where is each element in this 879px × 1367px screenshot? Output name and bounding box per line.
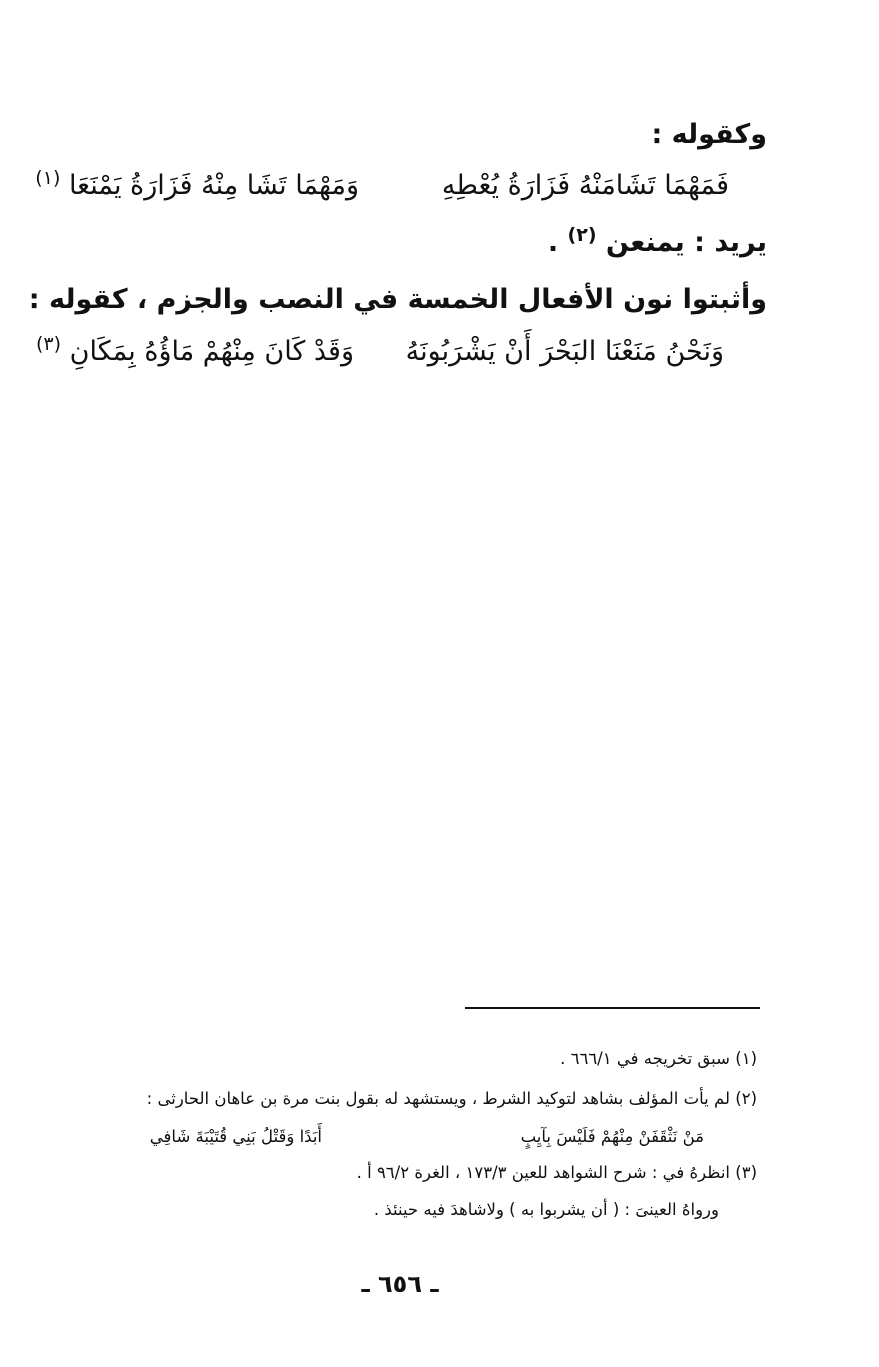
body-line-2 [548, 223, 767, 263]
footnote-3-text: انظرهُ في : شرح الشواهد للعين ١٧٣/٣ ، الغرة ٩٦/٢ أ . [356, 1163, 730, 1182]
page-number: ـ ٦٥٦ ـ [361, 1270, 439, 1298]
footnote-2-text: لم يأت المؤلف بشاهد لتوكيد الشرط ، ويستشهد له بقول بنت مرة بن عاهان الحارثى : [146, 1089, 730, 1108]
intro-line-1 [651, 115, 767, 155]
footnote-3-continuation: ورواهُ العينىَ : ( أن يشربوا به ) ولاشاهدَ فيه حينئذ . [373, 1200, 719, 1219]
footnote-1-text: سبق تخريجه في ٦٦٦/١ . [560, 1049, 730, 1068]
body-line-2-text: يريد : يمنعن [605, 227, 767, 258]
verse-1-first-half: فَمَهْمَا تَشَامَنْهُ فَزَارَةُ يُعْطِهِ [441, 170, 729, 201]
footnote-1-marker: (١) [735, 1049, 757, 1068]
footnote-separator [465, 1007, 760, 1009]
footnote-2-marker: (٢) [735, 1089, 757, 1108]
intro-text-3: وأثبتوا نون الأفعال الخمسة في النصب والجزم ، كقوله : [28, 284, 767, 315]
footnote-1 [560, 1046, 757, 1072]
footnote-3-marker: (٣) [735, 1163, 757, 1182]
verse-3-second-half: وَقَدْ كَانَ مِنْهُمْ مَاؤُهُ بِمَكَانِ $^{(٣)}$ [36, 333, 354, 367]
intro-line-3 [29, 280, 767, 320]
verse-1-second-half: وَمَهْمَا تَشَا مِنْهُ فَزَارَةُ يَمْنَعَا $^{(١)}$ [35, 167, 359, 201]
footnote-marker-2: (٢) [567, 224, 597, 246]
footnote-marker-3: (٣) [36, 333, 62, 355]
verse-3-first-half: وَنَحْنُ مَنَعْنَا البَحْرَ أَنْ يَشْرَبُونَهُ [405, 336, 724, 367]
footnote-2-verse-first-half: مَنْ نَثْقَفَنْ مِنْهُمْ فَلَيْسَ بِآيِبٍ [520, 1127, 704, 1146]
footnote-2-verse-second-half: أَبَدًا وَقَتْلُ بَنِي قُتَيْبَةَ شَافِي [149, 1127, 322, 1146]
body-line-2-end: . [547, 227, 559, 258]
footnote-marker-1: (١) [35, 167, 61, 189]
footnote-3 [357, 1160, 757, 1186]
intro-text-1: وكقوله : [651, 119, 767, 150]
footnote-2 [147, 1086, 757, 1112]
